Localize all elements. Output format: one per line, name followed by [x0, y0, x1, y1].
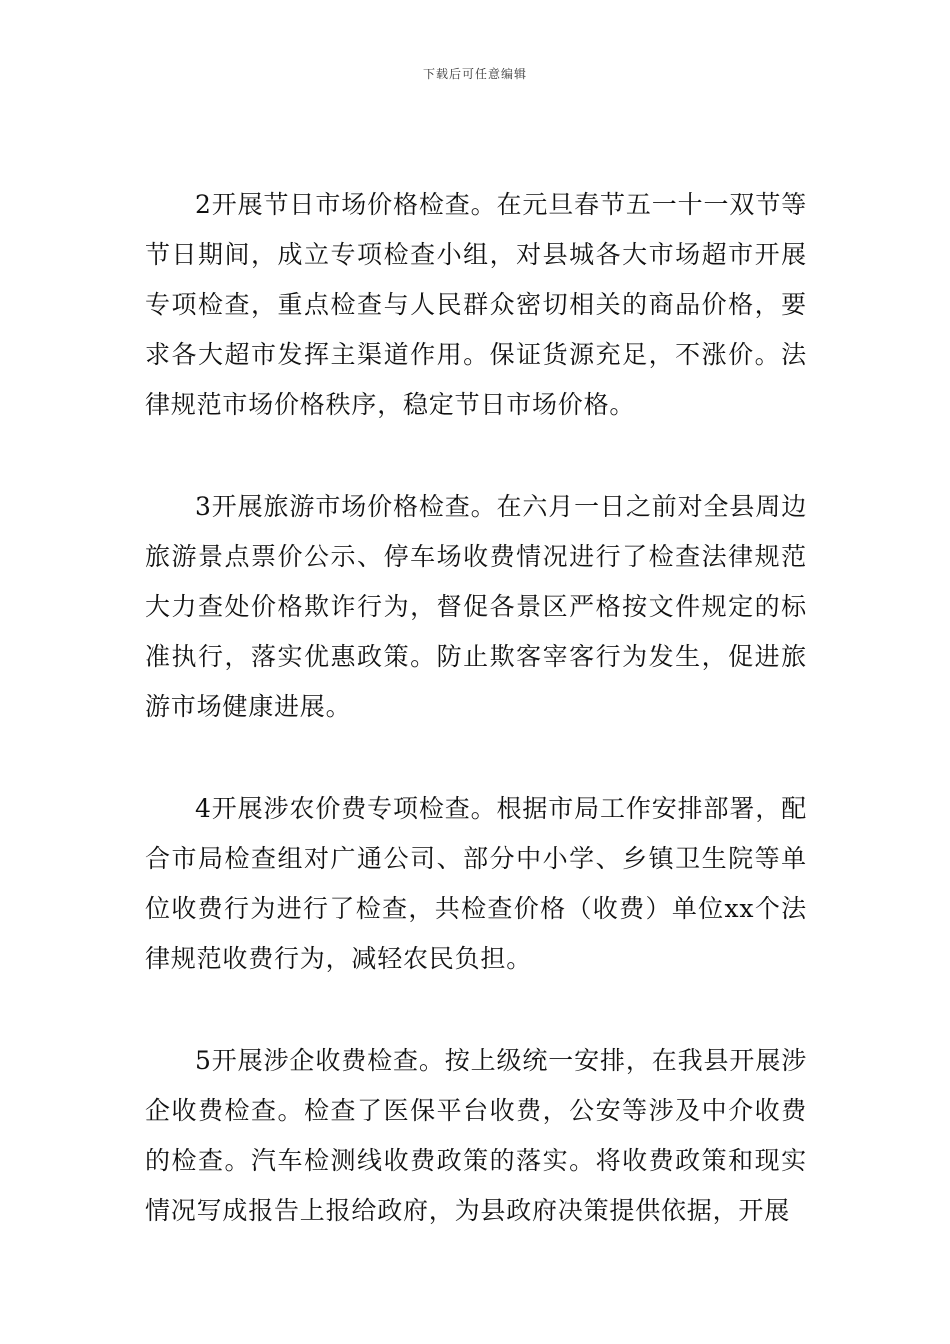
paragraph-enterprise-fee-check: 5开展涉企收费检查。按上级统一安排，在我县开展涉企收费检查。检查了医保平台收费，公安等涉及中介收费的检查。汽车检测线收费政策的落实。将收费政策和现实情况写成报告上报给政府，为县政府决策提供依据，开展 — [145, 1046, 807, 1225]
document-body — [145, 180, 807, 1288]
paragraph-tourism-price-check: 3开展旅游市场价格检查。在六月一日之前对全县周边旅游景点票价公示、停车场收费情况进行了检查法律规范大力查处价格欺诈行为，督促各景区严格按文件规定的标准执行，落实优惠政策。防止欺客宰客行为发生，促进旅游市场健康进展。 — [145, 492, 807, 721]
paragraph-agriculture-fee-check: 4开展涉农价费专项检查。根据市局工作安排部署，配合市局检查组对广通公司、部分中小学、乡镇卫生院等单位收费行为进行了检查，共检查价格（收费）单位xx个法律规范收费行为，减轻农民负担。 — [145, 794, 807, 973]
header-note: 下载后可任意编辑 — [422, 67, 527, 81]
paragraph-holiday-price-check: 2开展节日市场价格检查。在元旦春节五一十一双节等节日期间，成立专项检查小组，对县城各大市场超市开展专项检查，重点检查与人民群众密切相关的商品价格，要求各大超市发挥主渠道作用。保证货源充足，不涨价。法律规范市场价格秩序，稳定节日市场价格。 — [145, 190, 807, 419]
